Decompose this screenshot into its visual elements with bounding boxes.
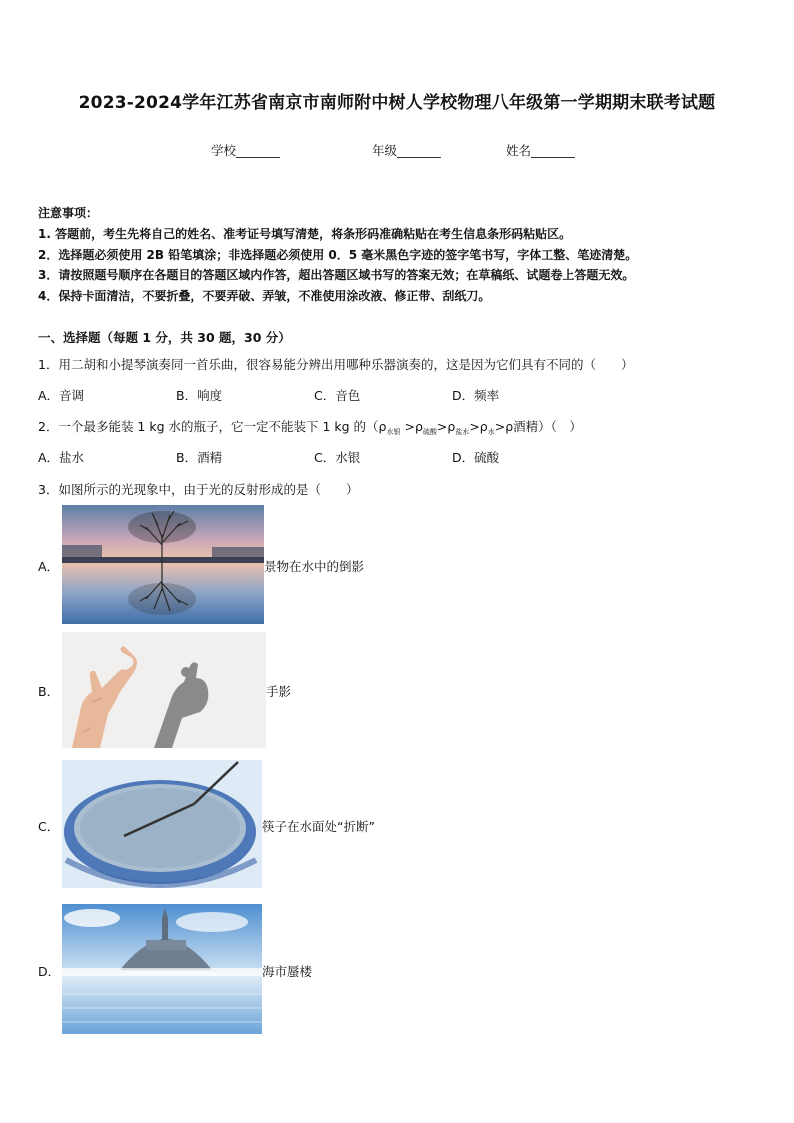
q1-option-d[interactable]: D．频率	[452, 388, 500, 403]
note-item: 4．保持卡面清洁，不要折叠，不要弄破、弄皱，不准使用涂改液、修正带、刮纸刀。	[38, 289, 491, 303]
q3-option-d-caption: 海市蜃楼	[262, 964, 313, 979]
q3-option-c-letter[interactable]: C．	[38, 819, 60, 834]
q3-option-c-caption: 筷子在水面处“折断”	[262, 819, 375, 834]
q3-option-b-caption: 手影	[266, 684, 292, 699]
rho-symbol: ρ	[505, 419, 514, 434]
grade-field[interactable]: 年级_______	[372, 143, 441, 158]
mirage-photo	[62, 904, 262, 1034]
q3-option-a-letter[interactable]: A．	[38, 559, 60, 574]
q2-option-b[interactable]: B．酒精	[176, 450, 223, 465]
q1-option-c[interactable]: C．音色	[314, 388, 361, 403]
rho-symbol: ρ	[479, 419, 488, 434]
q2-text-end: 酒精）（ ）	[513, 419, 582, 434]
hand-shadow-photo	[62, 632, 266, 748]
rho-symbol: ρ	[414, 419, 423, 434]
q2-option-d[interactable]: D．硫酸	[452, 450, 500, 465]
question-2	[38, 417, 582, 437]
question-1: 1．用二胡和小提琴演奏同一首乐曲，很容易能分辨出用哪种乐器演奏的，这是因为它们具有不同的（ ）	[38, 357, 634, 372]
gt-sign: >	[436, 419, 448, 434]
note-item: 2．选择题必须使用 2B 铅笔填涂；非选择题必须使用 0．5 毫米黑色字迹的签字笔书写，字体工整、笔迹清楚。	[38, 248, 638, 262]
q2-option-a[interactable]: A．盐水	[38, 450, 85, 465]
name-field[interactable]: 姓名_______	[506, 143, 575, 158]
q1-option-b[interactable]: B．响度	[176, 388, 223, 403]
notes-heading: 注意事项：	[38, 206, 99, 220]
rho-symbol: ρ	[378, 419, 387, 434]
gt-sign: >	[404, 419, 415, 434]
q2-text-start: 2．一个最多能装 1 kg 水的瓶子，它一定不能装下 1 kg 的（	[38, 419, 379, 434]
gt-sign: >	[494, 419, 506, 434]
bent-chopstick-photo	[62, 760, 262, 888]
q3-option-b-letter[interactable]: B．	[38, 684, 60, 699]
lake-reflection-photo	[62, 505, 264, 624]
rho-sub-mercury: 水银	[386, 428, 401, 436]
rho-symbol: ρ	[447, 419, 456, 434]
section-heading: 一、选择题（每题 1 分，共 30 题，30 分）	[38, 330, 291, 345]
q3-option-d-letter[interactable]: D．	[38, 964, 61, 979]
question-3: 3．如图所示的光现象中，由于光的反射形成的是（ ）	[38, 482, 359, 497]
q2-option-c[interactable]: C．水银	[314, 450, 361, 465]
rho-sub-water: 水	[487, 428, 495, 436]
rho-sub-sulfuric-acid: 硫酸	[422, 428, 437, 436]
rho-sub-saltwater: 盐水	[455, 428, 470, 436]
q3-option-a-caption: 景物在水中的倒影	[264, 559, 365, 574]
gt-sign: >	[469, 419, 480, 434]
page-title: 2023-2024学年江苏省南京市南师附中树人学校物理八年级第一学期期末联考试题	[78, 93, 716, 113]
q1-option-a[interactable]: A．音调	[38, 388, 85, 403]
note-item: 3．请按照题号顺序在各题目的答题区域内作答，超出答题区域书写的答案无效；在草稿纸、试题卷上答题无效。	[38, 268, 635, 282]
school-field[interactable]: 学校_______	[211, 143, 280, 158]
note-item: 1. 答题前，考生先将自己的姓名、准考证号填写清楚，将条形码准确粘贴在考生信息条形码粘贴区。	[38, 227, 572, 241]
